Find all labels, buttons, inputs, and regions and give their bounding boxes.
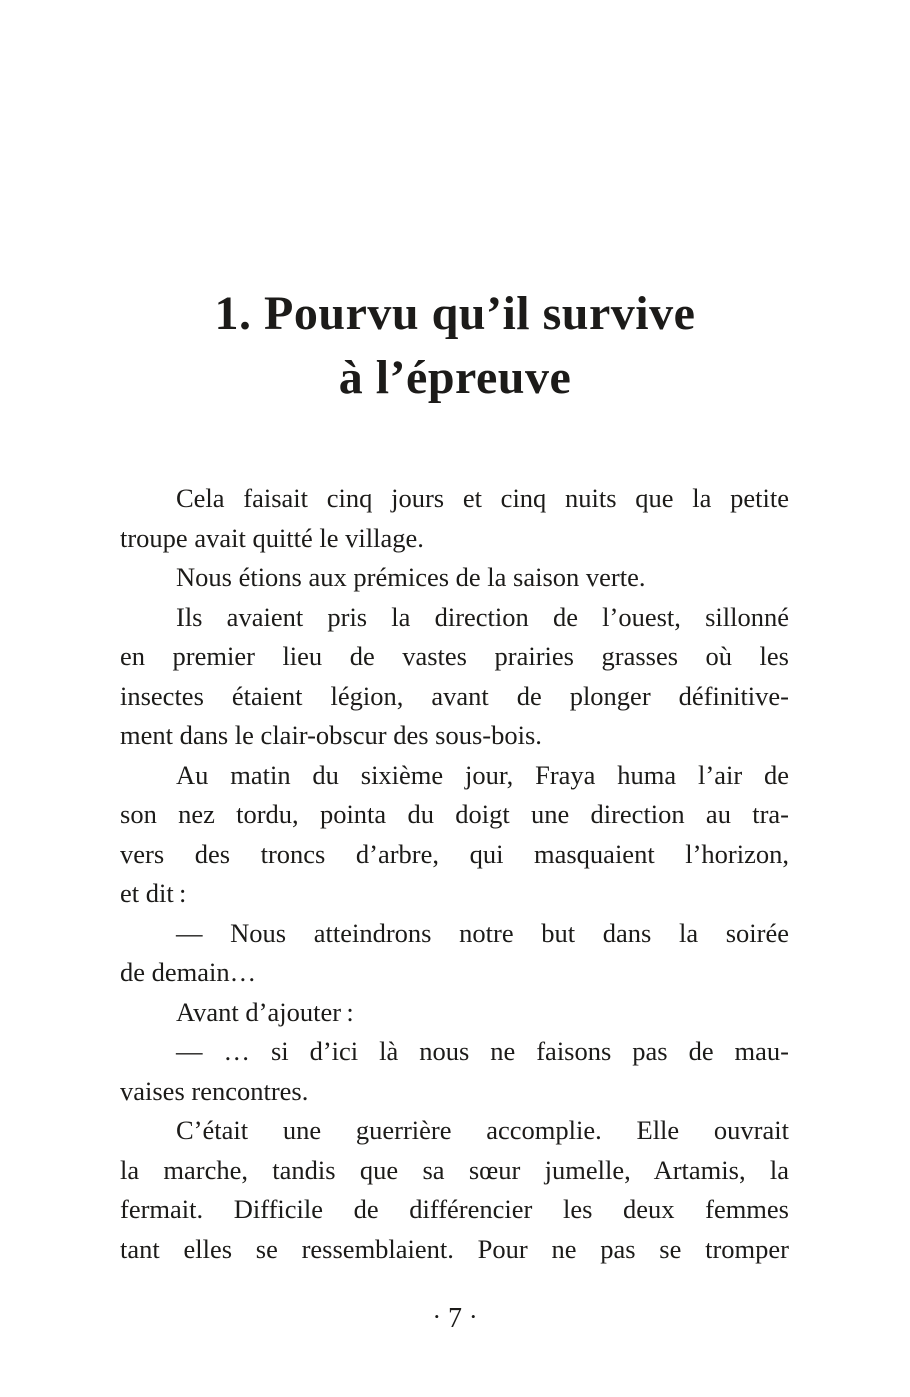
text-line: de demain… — [120, 957, 257, 987]
text-line: tant elles se ressemblaient. Pour ne pas se tromper — [120, 1233, 789, 1264]
page-number-value: 7 — [448, 1303, 462, 1334]
text-line: vaises rencontres. — [120, 1075, 309, 1106]
text-line: Ils avaient pris la direction de l’ouest, sillonné — [176, 601, 789, 632]
body-text — [120, 479, 789, 1269]
folio-ornament-left: • — [434, 1309, 439, 1324]
text-line: — Nous atteindrons notre but dans la soirée — [176, 917, 789, 948]
text-line: Avant d’ajouter : — [176, 996, 354, 1027]
text-line: en premier lieu de vastes prairies grasses où les — [120, 641, 789, 671]
text-line: — … si d’ici là nous ne faisons pas de mau- — [176, 1036, 789, 1066]
text-line: Au matin du sixième jour, Fraya huma l’air de — [176, 759, 789, 790]
text-line: troupe avait quitté le village. — [120, 522, 424, 553]
text-line: la marche, tandis que sa sœur jumelle, Artamis, la — [120, 1154, 789, 1185]
text-line: insectes étaient légion, avant de plonger définitive- — [120, 680, 789, 711]
text-line: Cela faisait cinq jours et cinq nuits que la petite — [176, 483, 789, 513]
text-line: fermait. Difficile de différencier les deux femmes — [120, 1194, 789, 1224]
chapter-title-line-1: 1. Pourvu qu’il survive — [214, 287, 696, 340]
chapter-title-line-2: à l’épreuve — [338, 351, 572, 404]
folio-ornament-right: • — [471, 1309, 476, 1324]
text-line: Nous étions aux prémices de la saison verte. — [176, 562, 646, 592]
chapter-title — [0, 282, 910, 410]
text-line: son nez tordu, pointa du doigt une direction au tra- — [120, 799, 789, 829]
text-line: C’était une guerrière accomplie. Elle ouvrait — [176, 1115, 789, 1145]
text-line: et dit : — [120, 878, 187, 908]
page-number — [0, 1300, 910, 1336]
text-line: ment dans le clair-obscur des sous-bois. — [120, 720, 542, 750]
text-line: vers des troncs d’arbre, qui masquaient l’horizon, — [120, 838, 789, 869]
